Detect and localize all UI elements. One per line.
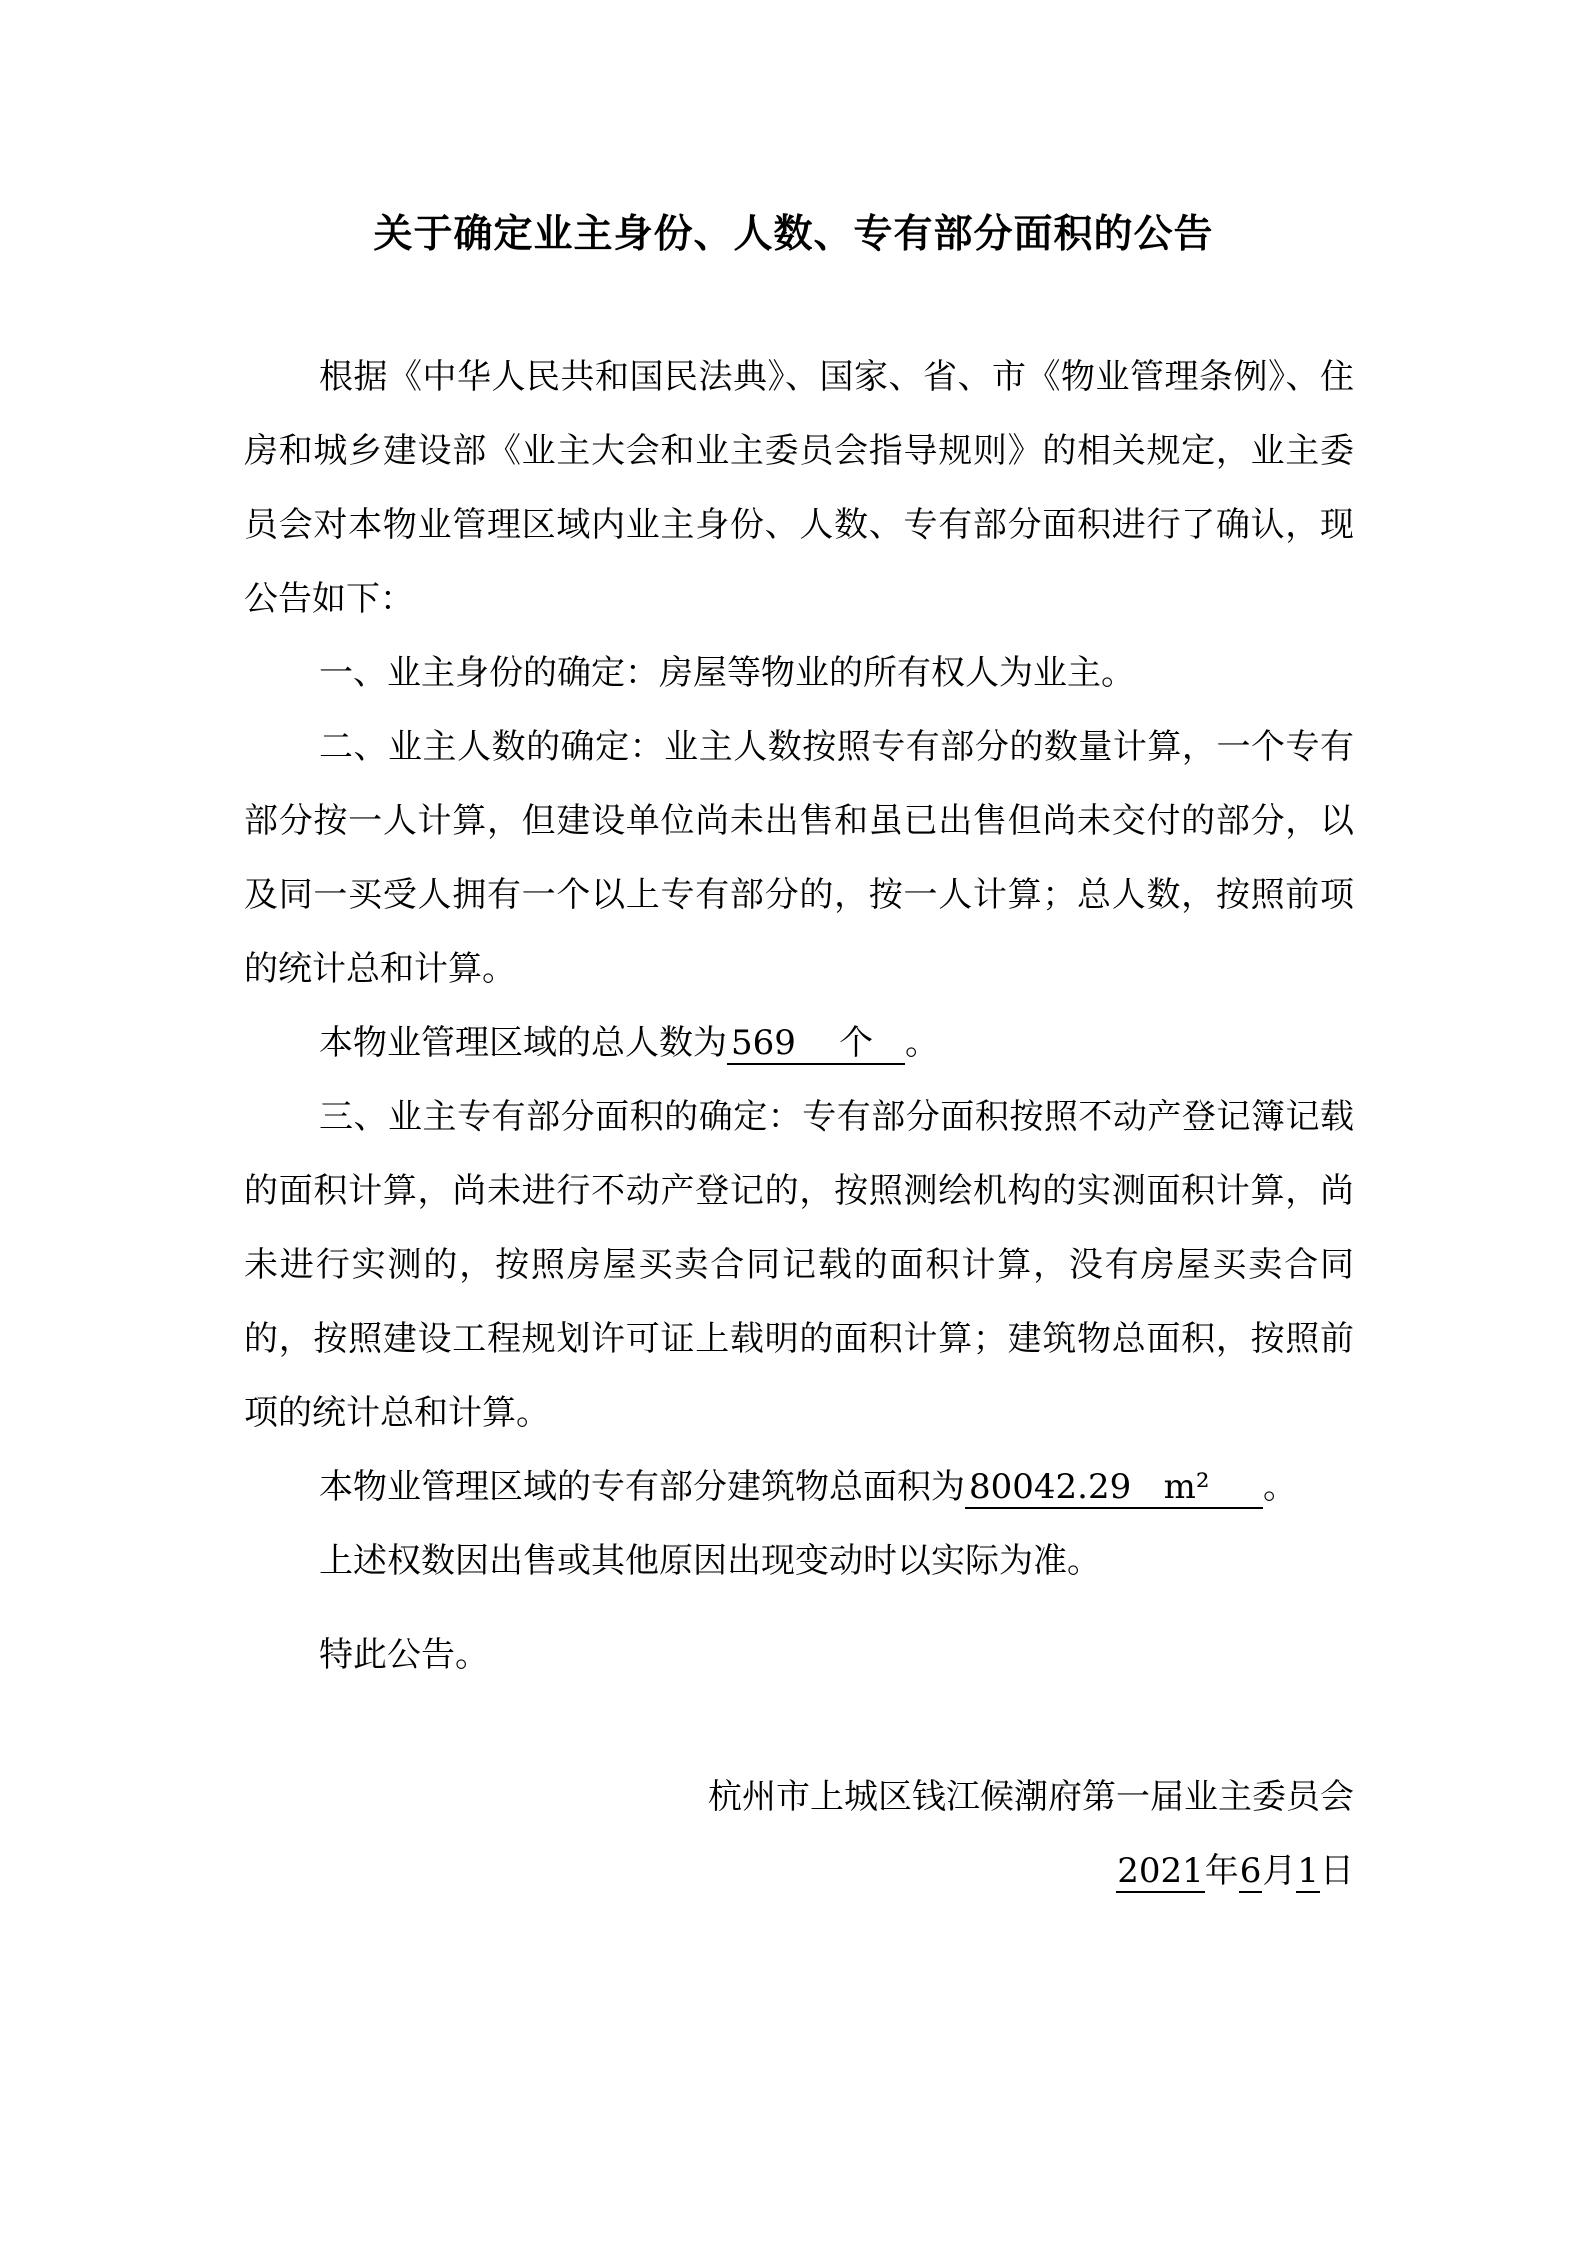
total-count-line xyxy=(244,1006,1354,1080)
total-count-unit: 个 xyxy=(839,1023,874,1063)
notice-title: 关于确定业主身份、人数、专有部分面积的公告 xyxy=(373,212,1214,257)
total-count-period: 。 xyxy=(905,1023,939,1063)
total-area-period: 。 xyxy=(1263,1467,1297,1507)
signature-block xyxy=(708,1760,1354,1908)
total-area-field xyxy=(965,1467,1263,1509)
date-year: 2021 xyxy=(1117,1851,1204,1891)
owner-count-paragraph: 二、业主人数的确定：业主人数按照专有部分的数量计算，一个专有部分按一人计算，但建设单位尚未出售和虽已出售但尚未交付的部分，以及同一买受人拥有一个以上专有部分的，按一人计算；总人数，按照前项的统计总和计算。 xyxy=(244,727,1354,989)
variation-note: 上述权数因出售或其他原因出现变动时以实际为准。 xyxy=(319,1541,1101,1581)
date-month-char: 月 xyxy=(1262,1851,1297,1891)
closing-line: 特此公告。 xyxy=(319,1635,489,1675)
total-count-label: 本物业管理区域的总人数为 xyxy=(319,1023,727,1063)
total-area-label: 本物业管理区域的专有部分建筑物总面积为 xyxy=(319,1467,965,1507)
total-count-field xyxy=(727,1023,905,1065)
total-count-value: 569 xyxy=(731,1023,796,1063)
signature-date xyxy=(708,1834,1354,1908)
signature-organization: 杭州市上城区钱江候潮府第一届业主委员会 xyxy=(708,1777,1354,1817)
date-day-char: 日 xyxy=(1320,1851,1354,1891)
notice-body xyxy=(244,340,1354,1692)
owner-identity-paragraph: 一、业主身份的确定：房屋等物业的所有权人为业主。 xyxy=(319,653,1135,693)
total-area-line xyxy=(244,1450,1354,1524)
date-month: 6 xyxy=(1239,1851,1262,1891)
date-day: 1 xyxy=(1297,1851,1319,1891)
area-paragraph: 三、业主专有部分面积的确定：专有部分面积按照不动产登记簿记载的面积计算，尚未进行不动产登记的，按照测绘机构的实测面积计算，尚未进行实测的，按照房屋买卖合同记载的面积计算，没有房屋买卖合同的，按照建设工程规划许可证上载明的面积计算；建筑物总面积，按照前项的统计总和计算。 xyxy=(244,1097,1354,1433)
total-area-unit: m² xyxy=(1163,1467,1210,1507)
intro-paragraph: 根据《中华人民共和国民法典》、国家、省、市《物业管理条例》、住房和城乡建设部《业主大会和业主委员会指导规则》的相关规定，业主委员会对本物业管理区域内业主身份、人数、专有部分面积进行了确认，现公告如下： xyxy=(244,357,1354,619)
total-area-value: 80042.29 xyxy=(969,1467,1132,1507)
date-year-char: 年 xyxy=(1204,1851,1239,1891)
